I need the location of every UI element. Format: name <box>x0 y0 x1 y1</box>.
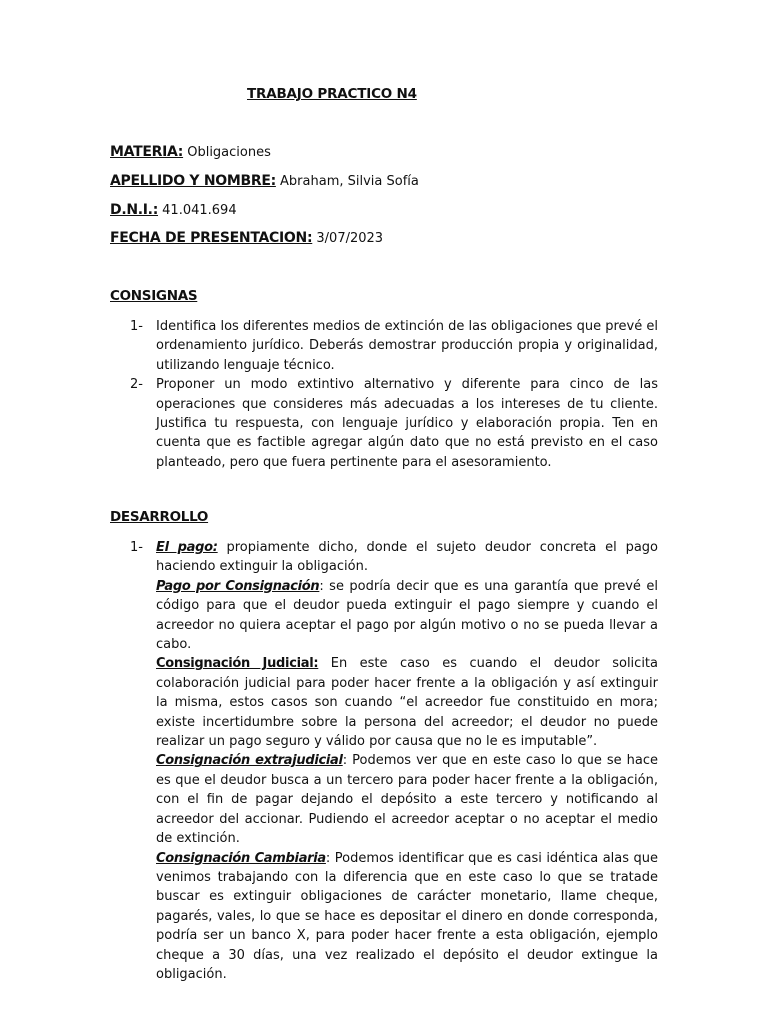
paragraph-text: : Podemos identificar que es casi idéntica alas que venimos trabajando con la diferencia que en este caso lo que se tratade buscar es extinguir obligaciones de carácter monetario, llame cheque, pagarés, vales, lo que se hace es depositar el dinero en donde corresponda, podría ser un banco X, para poder hacer frente a esta obligación, ejemplo cheque a 30 días, una vez realizado el depósito el deudor extingue la obligación. <box>156 850 658 982</box>
document-title: TRABAJO PRACTICO N4 <box>247 86 417 102</box>
list-item <box>130 538 658 984</box>
paragraph-consignacion-judicial <box>156 654 658 751</box>
paragraph-consignacion-cambiaria <box>156 849 658 985</box>
term-el-pago: El pago: <box>156 540 218 555</box>
list-item-number: 1- <box>130 319 143 334</box>
term-consignacion-cambiaria: Consignación Cambiaria <box>156 850 326 866</box>
desarrollo-list <box>130 538 658 984</box>
field-materia-label: MATERIA: <box>110 144 184 160</box>
field-fecha-label: FECHA DE PRESENTACION: <box>110 230 313 246</box>
list-item-number: 2- <box>130 377 143 393</box>
list-item-text: Proponer un modo extintivo alternativo y diferente para cinco de las operaciones que consideres más adecuadas a los intereses de tu cliente. Justifica tu respuesta, con lenguaje jurídico y elaboración propia. Ten en cuenta que es factible agregar algún dato que no está previsto en el caso planteado, pero que fuera pertinente para el asesoramiento. <box>156 377 658 470</box>
term-consignacion-judicial: Consignación Judicial: <box>156 656 319 672</box>
paragraph-el-pago <box>156 538 658 577</box>
term-consignacion-extrajudicial: Consignación extrajudicial <box>156 753 343 769</box>
paragraph-text: propiamente dicho, donde el sujeto deudor concreta el pago haciendo extinguir la obligación. <box>156 540 658 575</box>
consignas-heading: CONSIGNAS <box>110 288 198 304</box>
field-nombre-value: Abraham, Silvia Sofía <box>280 174 419 189</box>
field-nombre-label: APELLIDO Y NOMBRE: <box>110 173 276 189</box>
field-dni-value: 41.041.694 <box>162 203 237 218</box>
paragraph-consignacion-extrajudicial <box>156 751 658 848</box>
consignas-list <box>130 317 658 472</box>
paragraph-pago-consignacion <box>156 577 658 655</box>
field-materia-value: Obligaciones <box>187 145 271 160</box>
paragraph-text: : se podría decir que es una garantía que prevé el código para que el deudor pueda extinguir el pago siempre y cuando el acreedor no quiera aceptar el pago por algún motivo o no se pueda llevar a cabo. <box>156 578 658 653</box>
list-item <box>130 317 658 375</box>
paragraph-text: : Podemos ver que en este caso lo que se hace es que el deudor busca a un tercero para poder hacer frente a la obligación, con el fin de pagar dejando el depósito a este tercero y notificando al acreedor del accionar. Pudiendo el acreedor aceptar o no aceptar el medio de extinción. <box>156 753 658 847</box>
field-dni-label: D.N.I.: <box>110 202 159 218</box>
paragraph-text: En este caso es cuando el deudor solicita colaboración judicial para poder hacer frente a la obligación y así extinguir la misma, estos casos son cuando “el acreedor fue constituido en mora; existe incertidumbre sobre la persona del acreedor; el deudor no puede realizar un pago seguro y válido por causa que no le es imputable”. <box>156 656 658 750</box>
field-materia <box>110 144 271 160</box>
term-pago-consignacion: Pago por Consignación <box>156 578 320 594</box>
field-fecha <box>110 230 383 246</box>
desarrollo-heading: DESARROLLO <box>110 509 209 525</box>
list-item-number: 1- <box>130 540 143 555</box>
field-fecha-value: 3/07/2023 <box>316 231 384 246</box>
field-nombre <box>110 173 419 189</box>
list-item-text: Identifica los diferentes medios de extinción de las obligaciones que prevé el ordenamiento jurídico. Deberás demostrar producción propia y originalidad, utilizando lenguaje técnico. <box>156 319 658 373</box>
field-dni <box>110 202 237 218</box>
list-item <box>130 375 658 472</box>
